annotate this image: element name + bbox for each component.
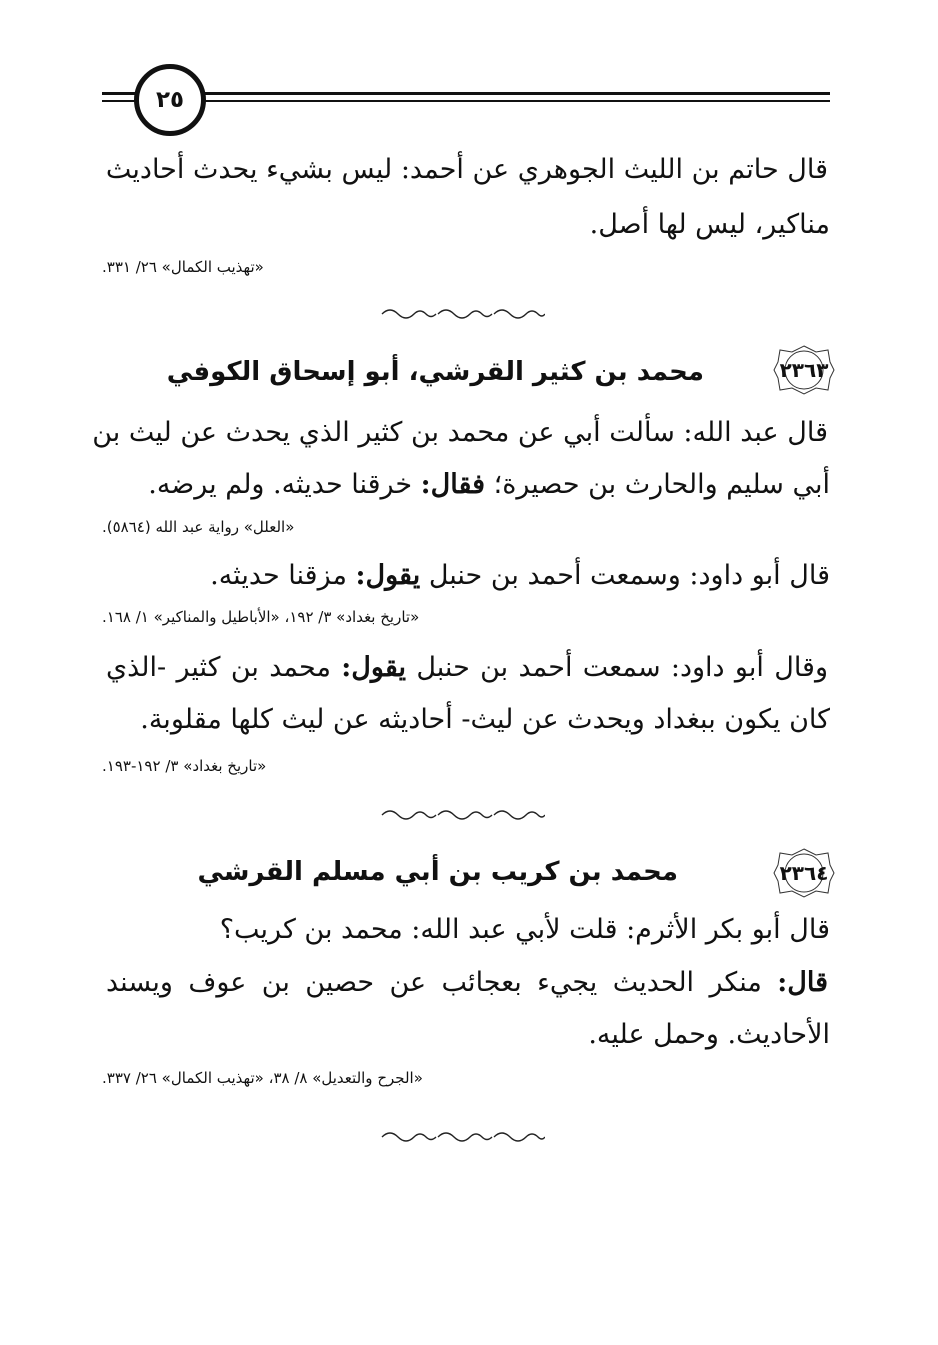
- reference: «تاريخ بغداد» ٣/ ١٩٢-١٩٣.: [102, 757, 267, 775]
- bold-keyword: يقول:: [341, 652, 406, 683]
- text-line: [148, 465, 830, 505]
- header-rule-bottom: [102, 100, 830, 102]
- page-number-badge: [134, 64, 206, 136]
- separator-ornament: [380, 305, 545, 323]
- reference: «تاريخ بغداد» ٣/ ١٩٢، «الأباطيل والمناكير» ١/ ١٦٨.: [102, 608, 420, 626]
- separator-ornament: [380, 1128, 545, 1146]
- page-number: ٢٥: [155, 87, 185, 113]
- text-line: كان يكون ببغداد ويحدث عن ليث- أحاديثه عن ليث كلها مقلوبة.: [140, 704, 830, 735]
- text-span: وقال أبو داود: سمعت أحمد بن حنبل: [406, 652, 828, 683]
- reference: «الجرح والتعديل» ٨/ ٣٨، «تهذيب الكمال» ٢٦/ ٣٣٧.: [102, 1069, 423, 1087]
- text-line: [210, 556, 830, 596]
- text-line: الأحاديث. وحمل عليه.: [588, 1019, 830, 1050]
- bold-keyword: يقول:: [355, 560, 421, 591]
- text-line: قال حاتم بن الليث الجوهري عن أحمد: ليس بشيء يحدث أحاديث: [105, 154, 828, 185]
- bold-keyword: فقال:: [420, 469, 486, 500]
- entry-title: محمد بن كثير القرشي، أبو إسحاق الكوفي: [166, 357, 704, 387]
- text-span: محمد بن كثير -الذي: [106, 652, 342, 683]
- entry-number: ٢٣٦٣: [779, 358, 829, 382]
- text-span: أبي سليم والحارث بن حصيرة؛: [485, 469, 830, 500]
- entry-number: ٢٣٦٤: [779, 861, 829, 885]
- header-rule-top: [102, 92, 830, 95]
- reference: «تهذيب الكمال» ٢٦/ ٣٣١.: [102, 258, 264, 276]
- entry-title: محمد بن كريب بن أبي مسلم القرشي: [197, 857, 678, 887]
- text-span: خرقنا حديثه. ولم يرضه.: [148, 469, 421, 500]
- text-line: قال عبد الله: سألت أبي عن محمد بن كثير الذي يحدث عن ليث بن: [92, 417, 828, 448]
- bold-keyword: قال:: [777, 967, 828, 998]
- text-span: منكر الحديث يجيء بعجائب عن حصين بن عوف ويسند: [106, 967, 778, 998]
- text-span: قال أبو داود: وسمعت أحمد بن حنبل: [420, 560, 830, 591]
- separator-ornament: [380, 806, 545, 824]
- text-line: مناكير، ليس لها أصل.: [589, 209, 830, 240]
- text-line: [106, 963, 828, 1003]
- text-span: مزقنا حديثه.: [210, 560, 356, 591]
- text-line: [106, 648, 828, 688]
- text-line: قال أبو بكر الأثرم: قلت لأبي عبد الله: محمد بن كريب؟: [219, 914, 830, 945]
- reference: «العلل» رواية عبد الله (٥٨٦٤).: [102, 518, 295, 536]
